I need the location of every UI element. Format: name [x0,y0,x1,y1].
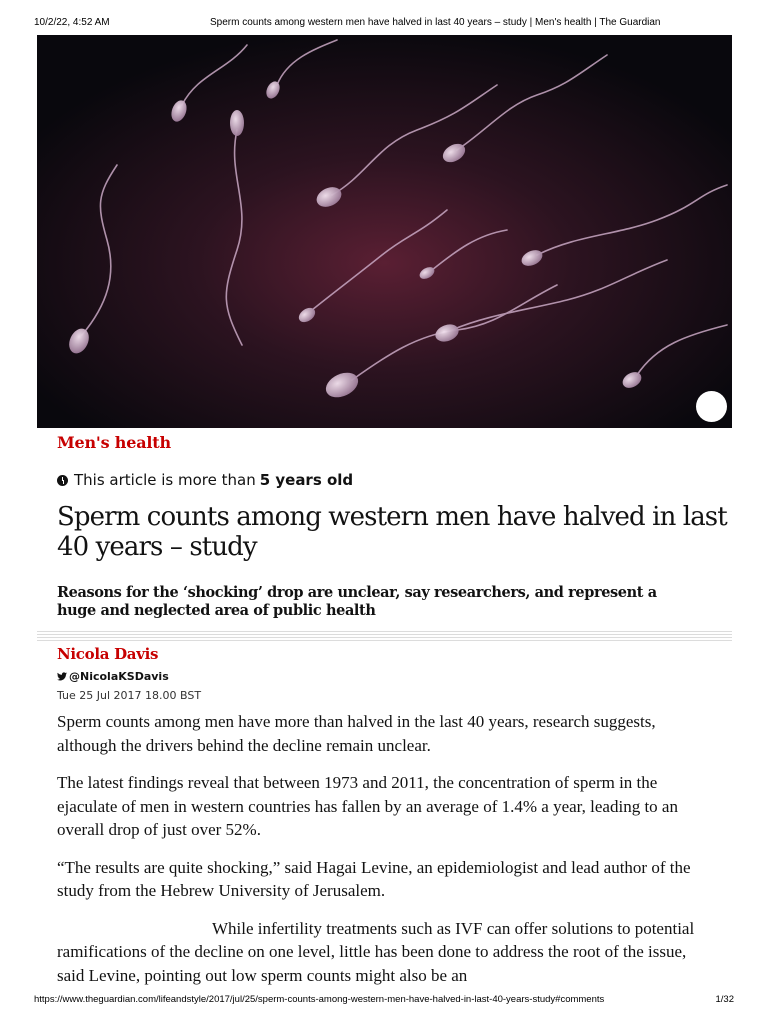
age-notice-prefix: This article is more than [74,471,256,489]
print-header [0,17,768,31]
page-number: 1/32 [715,994,734,1005]
clock-icon [57,475,68,486]
print-footer [0,994,768,1008]
section-label[interactable]: Men's health [57,433,171,452]
sperm-illustration [37,35,732,428]
headline: Sperm counts among western men have halved in last 40 years – study [57,502,727,562]
paragraph: Sperm counts among men have more than halved in the last 40 years, research suggests, although the drivers behind the decline remain unclear. [57,712,656,755]
image-caption-toggle-button[interactable] [696,391,727,422]
print-url: https://www.theguardian.com/lifeandstyle/2017/jul/25/sperm-counts-among-western-men-have-halved-in-last-40-years-study#comments [34,994,605,1005]
publish-date: Tue 25 Jul 2017 18.00 BST [57,689,202,702]
divider [37,631,732,643]
article-age-notice [57,471,353,489]
print-page-title: Sperm counts among western men have halved in last 40 years – study | Men's health | The Guardian [210,17,661,28]
standfirst: Reasons for the ‘shocking’ drop are unclear, say researchers, and represent a huge and neglected area of public health [57,584,657,619]
twitter-handle: @NicolaKSDavis [69,670,169,683]
paragraph: The latest findings reveal that between 1973 and 2011, the concentration of sperm in the ejaculate of men in western countries has fallen by an average of 1.4% a year, leading to an overall drop of just over 52%. [57,773,678,839]
age-notice-bold: 5 years old [259,471,354,489]
author-link[interactable]: Nicola Davis [57,645,159,663]
paragraph: While infertility treatments such as IVF can offer solutions to potential ramifications of the decline on one level, little has been done to address the root of the issue, said Levine, pointing out low sperm counts might also be an [57,918,695,985]
article-body [57,710,717,1001]
twitter-icon [57,672,67,681]
hero-image [37,35,732,428]
print-datetime: 10/2/22, 4:52 AM [34,17,110,28]
twitter-link[interactable] [57,670,169,683]
paragraph: “The results are quite shocking,” said Hagai Levine, an epidemiologist and lead author of the study from the Hebrew University of Jerusalem. [57,857,691,900]
